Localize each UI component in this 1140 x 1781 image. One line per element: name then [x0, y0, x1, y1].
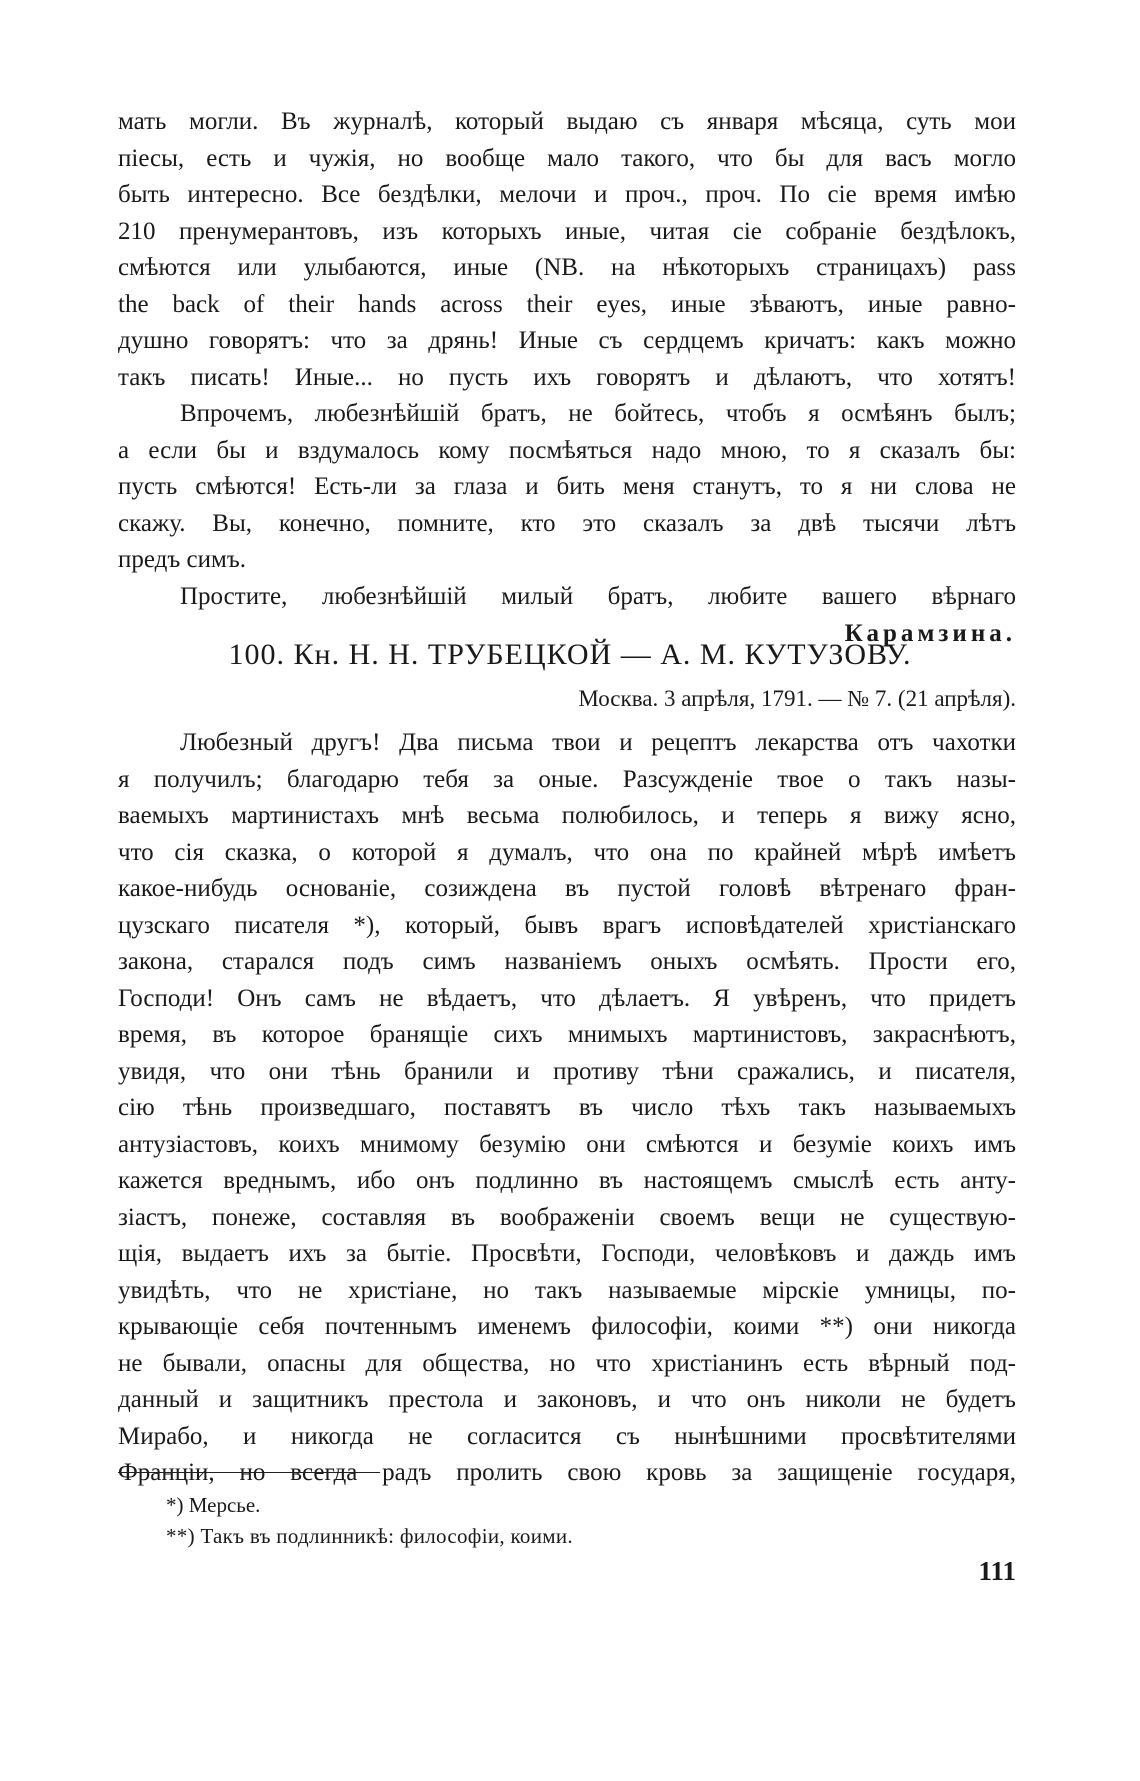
footnote-1: *) Мерсье. [166, 1493, 261, 1517]
text-line: смѣются или улыбаются, иные (NB. на нѣкоторыхъ страницахъ) pass [118, 254, 1016, 281]
text-line: закона, старался подъ симъ названіемъ оныхъ осмѣять. Прости его, [118, 948, 1016, 975]
page-number: 111 [978, 1556, 1016, 1586]
text-line: ваемыхъ мартинистахъ мнѣ весьма полюбилось, и теперь я вижу ясно, [118, 802, 1016, 829]
text-line: душно говорятъ: что за дрянь! Иные съ сердцемъ кричатъ: какъ можно [118, 327, 1016, 354]
text-line: скажу. Вы, конечно, помните, кто это сказалъ за двѣ тысячи лѣтъ [118, 509, 1016, 537]
text-line: не бывали, опасны для общества, но что христіанинъ есть вѣрный под- [118, 1349, 1016, 1377]
text-line: предъ симъ. [118, 546, 247, 573]
letter-body [118, 725, 1016, 1492]
text-line: Впрочемъ, любезнѣйшій братъ, не бойтесь, чтобъ я осмѣянъ былъ; [180, 400, 1016, 427]
dateline: Москва. 3 апрѣля, 1791. — № 7. (21 апрѣля). [578, 686, 1016, 711]
text-line: данный и защитникъ престола и законовъ, и что онъ николи не будетъ [118, 1386, 1016, 1413]
text-line: мать могли. Въ журналѣ, который выдаю съ января мѣсяца, суть мои [118, 108, 1016, 135]
text-line: піесы, есть и чужія, но вообще мало такого, что бы для васъ могло [118, 144, 1016, 172]
text-line: Любезный другъ! Два письма твои и рецептъ лекарства отъ чахотки [180, 729, 1016, 756]
text-line: Господи! Онъ самъ не вѣдаетъ, что дѣлаетъ. Я увѣренъ, что придетъ [118, 984, 1016, 1012]
text-line: пусть смѣются! Есть-ли за глаза и бить меня станутъ, то я ни слова не [118, 473, 1016, 500]
text-line: 210 пренумерантовъ, изъ которыхъ иные, читая сіе собраніе бездѣлокъ, [118, 217, 1016, 245]
text-line: увидя, что они тѣнь бранили и противу тѣни сражались, и писателя, [118, 1057, 1016, 1085]
text-line: какое-нибудь основаніе, созиждена въ пустой головѣ вѣтренаго фран- [118, 875, 1016, 902]
text-line: зіастъ, понеже, составляя въ воображеніи своемъ вещи не существую- [118, 1203, 1016, 1231]
text-line: the back of their hands across their eyes, иные зѣваютъ, иные равно- [118, 290, 1016, 318]
text-line: увидѣть, что не христіане, но такъ называемые мірскіе умницы, по- [118, 1276, 1016, 1304]
text-line: крывающіе себя почтеннымъ именемъ философіи, коими **) они никогда [118, 1313, 1016, 1340]
text-line: время, въ которое бранящіе сихъ мнимыхъ мартинистовъ, закраснѣютъ, [118, 1021, 1016, 1048]
text-line: что сія сказка, о которой я думалъ, что она по крайней мѣрѣ имѣетъ [118, 838, 1016, 866]
text-line: быть интересно. Все бездѣлки, мелочи и проч., проч. По сіе время имѣю [118, 181, 1016, 208]
text-line: сію тѣнь произведшаго, поставятъ въ число тѣхъ такъ называемыхъ [118, 1094, 1016, 1121]
text-line: Мирабо, и никогда не согласится съ нынѣшними просвѣтителями [118, 1422, 1016, 1450]
text-line: антузіастовъ, коихъ мнимому безумію они смѣются и безуміе коихъ имъ [118, 1130, 1016, 1158]
text-line: цузскаго писателя *), который, бывъ врагъ исповѣдателей христіанскаго [118, 911, 1016, 939]
signature: Карамзина. [844, 620, 1016, 647]
text-line: я получилъ; благодарю тебя за оные. Разсужденіе твое о такъ назы- [118, 765, 1016, 793]
letter-heading: 100. Кн. Н. Н. ТРУБЕЦКОЙ — А. М. КУТУЗОВУ. [228, 638, 912, 671]
text-line: кажется вреднымъ, ибо онъ подлинно въ настоящемъ смыслѣ есть анту- [118, 1167, 1016, 1194]
footnote-2: **) Такъ въ подлинникѣ: философіи, коими. [166, 1524, 573, 1548]
text-line: щія, выдаетъ ихъ за бытіе. Просвѣти, Господи, человѣковъ и даждь имъ [118, 1240, 1016, 1267]
letter-second-paragraph [118, 396, 1016, 579]
closing-line: Простите, любезнѣйшій милый братъ, любите вашего вѣрнаго [180, 583, 1016, 610]
text-line: а если бы и вздумалось кому посмѣяться надо мною, то я сказалъ бы: [118, 436, 1016, 464]
letter-continuation-paragraph [118, 104, 1016, 396]
text-line: Франціи, но всегда радъ пролить свою кровь за защищеніе государя, [118, 1459, 1016, 1486]
text-line: такъ писать! Иные... но пусть ихъ говорятъ и дѣлаютъ, что хотятъ! [118, 363, 1016, 391]
footnote-divider [118, 1472, 380, 1473]
